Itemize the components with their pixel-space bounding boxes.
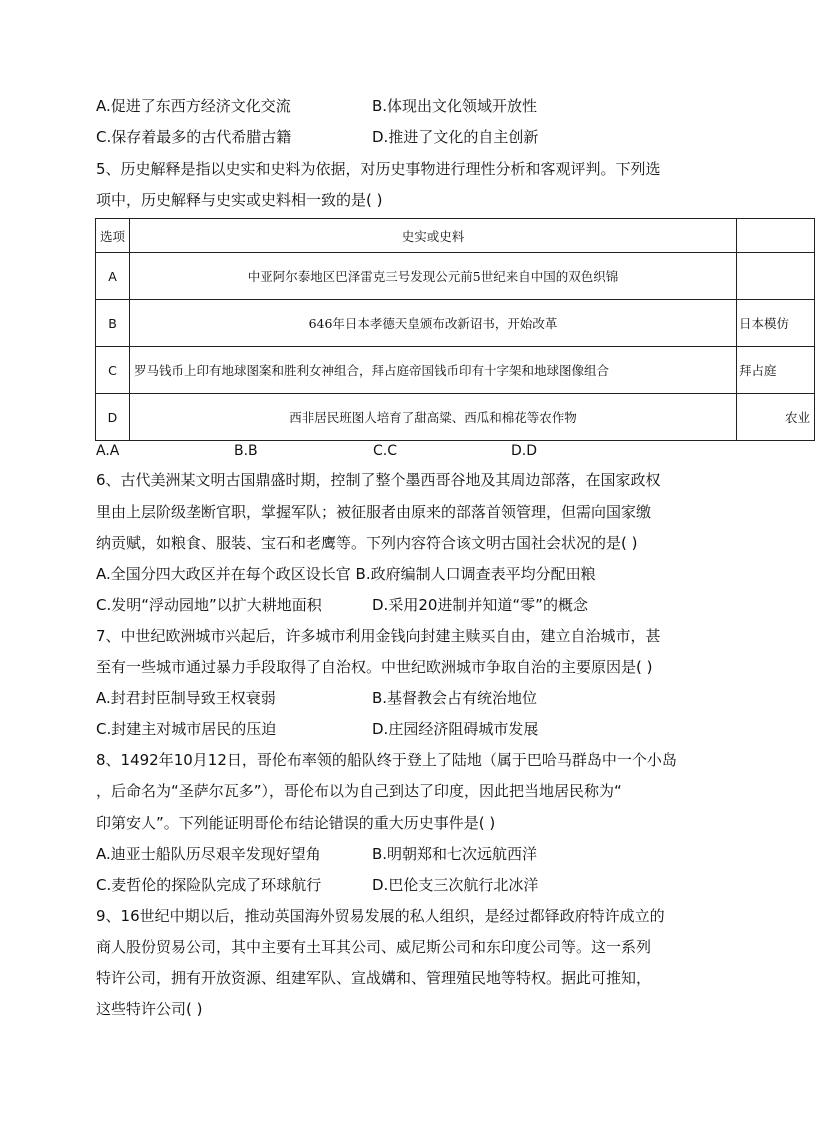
q8-option-d: D.巴伦支三次航行北冰洋 <box>372 876 539 894</box>
q9-stem-line2: 商人股份贸易公司，其中主要有土耳其公司、威尼斯公司和东印度公司等。这一系列 <box>96 938 652 956</box>
row-explanation <box>737 253 815 300</box>
q5-stem-line2: 项中，历史解释与史实或史料相一致的是( ) <box>96 191 383 209</box>
header-explanation <box>737 219 815 253</box>
table-row <box>96 253 815 300</box>
row-explanation: 拜占庭 <box>737 347 815 394</box>
q7-option-b: B.基督教会占有统治地位 <box>372 689 538 707</box>
q8-stem-line3: 印第安人”。下列能证明哥伦布结论错误的重大历史事件是( ) <box>96 814 496 832</box>
row-fact: 中亚阿尔泰地区巴泽雷克三号发现公元前5世纪来自中国的双色织锦 <box>130 253 737 300</box>
row-fact: 罗马钱币上印有地球图案和胜利女神组合，拜占庭帝国钱币印有十字架和地球图像组合 <box>130 347 737 394</box>
q4-option-d: D.推进了文化的自主创新 <box>372 128 539 146</box>
q7-stem-line2: 至有一些城市通过暴力手段取得了自治权。中世纪欧洲城市争取自治的主要原因是( ) <box>96 658 653 676</box>
q8-option-b: B.明朝郑和七次远航西洋 <box>372 845 538 863</box>
q6-stem-line1: 6、古代美洲某文明古国鼎盛时期，控制了整个墨西哥谷地及其周边部落，在国家政权 <box>96 471 661 489</box>
table-row <box>96 394 815 441</box>
row-letter: B <box>96 300 130 347</box>
q7-stem-line1: 7、中世纪欧洲城市兴起后，许多城市利用金钱向封建主赎买自由，建立自治城市，甚 <box>96 627 661 645</box>
table-row <box>96 347 815 394</box>
q6-option-d: D.采用20进制并知道“零”的概念 <box>372 596 588 614</box>
q8-option-c: C.麦哲伦的探险队完成了环球航行 <box>96 876 322 894</box>
q5-source-table <box>95 218 815 441</box>
q4-option-a: A.促进了东西方经济文化交流 <box>96 97 291 115</box>
row-letter: C <box>96 347 130 394</box>
q5-answer-a: A.A <box>96 443 120 459</box>
row-letter: A <box>96 253 130 300</box>
q5-answer-d: D.D <box>511 443 538 459</box>
table-header-row <box>96 219 815 253</box>
q6-options-ab: A.全国分四大政区并在每个政区设长官 B.政府编制人口调查表平均分配田粮 <box>96 565 596 583</box>
q5-stem-line1: 5、历史解释是指以史实和史料为依据，对历史事物进行理性分析和客观评判。下列选 <box>96 160 661 178</box>
header-option: 选项 <box>96 219 130 253</box>
q6-stem-line2: 里由上层阶级垄断官职，掌握军队；被征服者由原来的部落首领管理，但需向国家缴 <box>96 503 652 521</box>
q9-stem-line1: 9、16世纪中期以后，推动英国海外贸易发展的私人组织，是经过都铎政府特许成立的 <box>96 907 665 925</box>
row-fact: 646年日本孝德天皇颁布改新诏书，开始改革 <box>130 300 737 347</box>
q5-answer-c: C.C <box>373 443 398 459</box>
q8-option-a: A.迪亚士船队历尽艰辛发现好望角 <box>96 845 321 863</box>
q8-stem-line2: ，后命名为“圣萨尔瓦多”），哥伦布以为自己到达了印度，因此把当地居民称为“ <box>96 782 622 800</box>
q6-stem-line3: 纳贡赋，如粮食、服装、宝石和老鹰等。下列内容符合该文明古国社会状况的是( ) <box>96 534 638 552</box>
q4-option-c: C.保存着最多的古代希腊古籍 <box>96 128 292 146</box>
q6-option-c: C.发明“浮动园地”以扩大耕地面积 <box>96 596 322 614</box>
q7-option-c: C.封建主对城市居民的压迫 <box>96 720 277 738</box>
header-fact: 史实或史料 <box>130 219 737 253</box>
table-row <box>96 300 815 347</box>
q8-stem-line1: 8、1492年10月12日，哥伦布率领的船队终于登上了陆地（属于巴哈马群岛中一个小岛 <box>96 751 677 769</box>
row-letter: D <box>96 394 130 441</box>
q7-option-d: D.庄园经济阻碍城市发展 <box>372 720 539 738</box>
row-explanation: 农业 <box>737 394 815 441</box>
q5-answer-b: B.B <box>234 443 258 459</box>
q7-option-a: A.封君封臣制导致王权衰弱 <box>96 689 276 707</box>
q4-option-b: B.体现出文化领域开放性 <box>372 97 538 115</box>
row-fact: 西非居民班图人培育了甜高粱、西瓜和棉花等农作物 <box>130 394 737 441</box>
row-explanation: 日本模仿 <box>737 300 815 347</box>
q9-stem-line3: 特许公司，拥有开放资源、组建军队、宣战媾和、管理殖民地等特权。据此可推知， <box>96 969 652 987</box>
q9-stem-line4: 这些特许公司( ) <box>96 1000 203 1018</box>
